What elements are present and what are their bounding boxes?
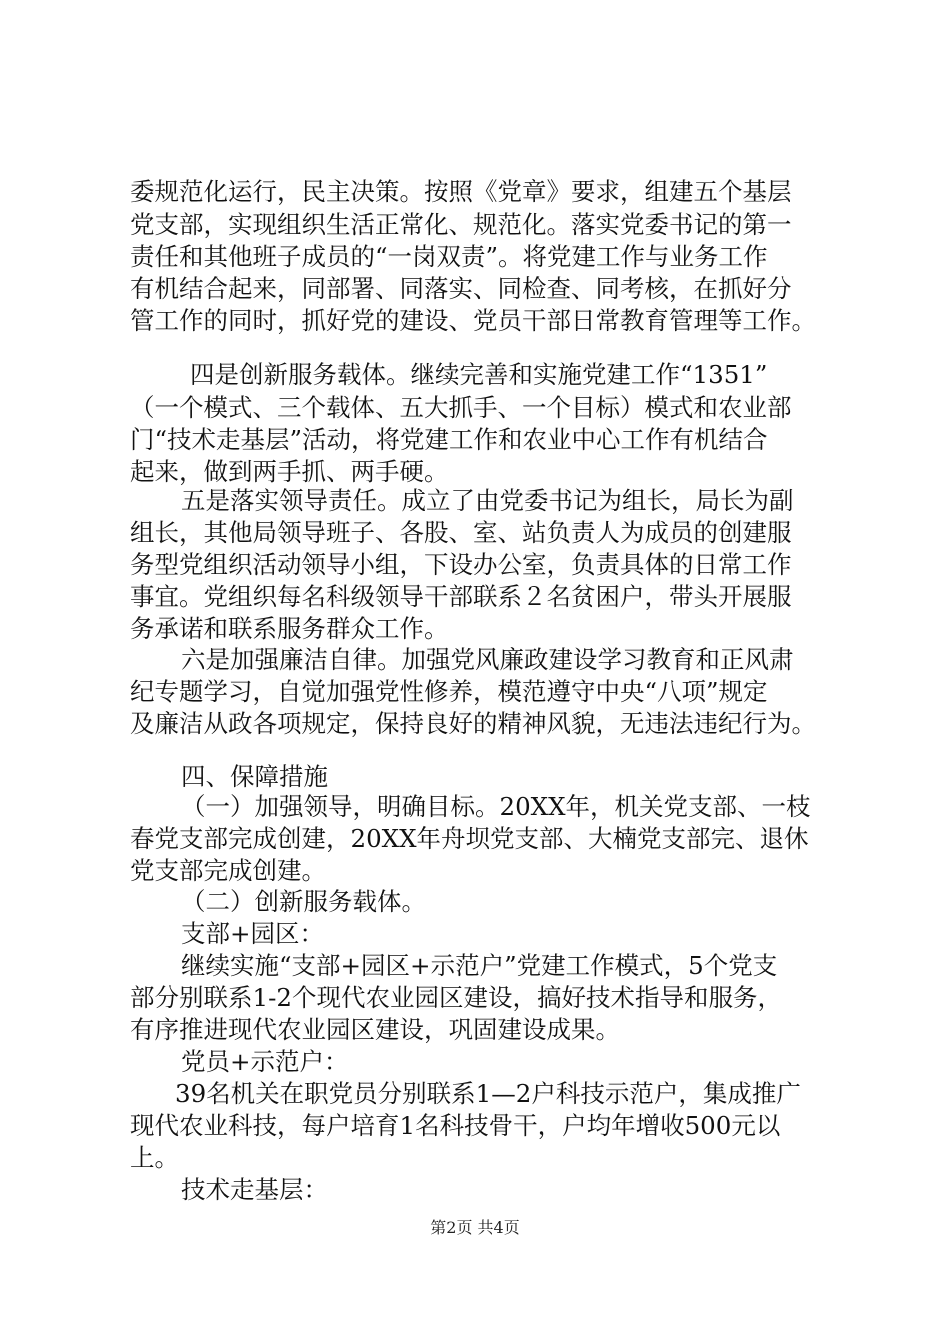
text-line bbox=[0, 304, 950, 338]
line-text: 责任和其他班子成员的“一岗双责”。将党建工作与业务工作 bbox=[130, 242, 768, 271]
text-line bbox=[0, 643, 950, 677]
text-line bbox=[0, 981, 950, 1015]
subheading bbox=[0, 885, 950, 919]
line-text: 春党支部完成创建，20XX年舟坝党支部、大楠党支部完、退休 bbox=[130, 824, 809, 853]
line-text: 四是创新服务载体。继续完善和实施党建工作“1351” bbox=[190, 360, 768, 389]
line-text: 六是加强廉洁自律。加强党风廉政建设学习教育和正风肃 bbox=[181, 645, 794, 674]
text-line bbox=[0, 240, 950, 274]
text-line bbox=[0, 612, 950, 646]
line-text: 组长，其他局领导班子、各股、室、站负责人为成员的创建服 bbox=[130, 518, 792, 547]
line-text: 党支部完成创建。 bbox=[130, 856, 326, 885]
text-line bbox=[0, 1141, 950, 1175]
line-text: 务承诺和联系服务群众工作。 bbox=[130, 614, 449, 643]
text-line bbox=[0, 707, 950, 741]
line-text: 五是落实领导责任。成立了由党委书记为组长，局长为副 bbox=[181, 486, 794, 515]
text-line bbox=[0, 580, 950, 614]
text-line bbox=[0, 949, 950, 983]
line-text: 有序推进现代农业园区建设，巩固建设成果。 bbox=[130, 1015, 620, 1044]
text-line bbox=[0, 1013, 950, 1047]
line-text: 纪专题学习，自觉加强党性修养，模范遵守中央“八项”规定 bbox=[130, 677, 768, 706]
subheading bbox=[0, 917, 950, 951]
subheading-text: 技术走基层： bbox=[181, 1175, 328, 1204]
page-footer: 第2页 共4页 bbox=[430, 1218, 520, 1237]
line-text: 39名机关在职党员分别联系1—2户科技示范户，集成推广 bbox=[175, 1079, 801, 1108]
line-text: 及廉洁从政各项规定，保持良好的精神风貌，无违法违纪行为。 bbox=[130, 709, 816, 738]
line-text: （一）加强领导，明确目标。20XX年，机关党支部、一枝 bbox=[181, 792, 811, 821]
line-text: 有机结合起来，同部署、同落实、同检查、同考核，在抓好分 bbox=[130, 274, 792, 303]
subheading-text: 支部+园区： bbox=[181, 919, 325, 948]
text-line bbox=[0, 484, 950, 518]
text-line bbox=[0, 790, 950, 824]
text-line bbox=[0, 1077, 950, 1111]
text-line bbox=[0, 1109, 950, 1143]
subheading-text: 党员+示范户： bbox=[181, 1047, 349, 1076]
subheading-text: （二）创新服务载体。 bbox=[181, 887, 426, 916]
text-line bbox=[0, 675, 950, 709]
line-text: 委规范化运行，民主决策。按照《党章》要求，组建五个基层 bbox=[130, 177, 792, 206]
heading-text: 四、保障措施 bbox=[181, 762, 328, 791]
text-line bbox=[0, 548, 950, 582]
line-text: 上。 bbox=[130, 1143, 179, 1172]
line-text: 起来，做到两手抓、两手硬。 bbox=[130, 457, 449, 486]
line-text: （一个模式、三个载体、五大抓手、一个目标）模式和农业部 bbox=[130, 393, 792, 422]
line-text: 党支部，实现组织生活正常化、规范化。落实党委书记的第一 bbox=[130, 210, 792, 239]
text-line bbox=[0, 854, 950, 888]
line-text: 管工作的同时，抓好党的建设、党员干部日常教育管理等工作。 bbox=[130, 306, 816, 335]
text-line bbox=[0, 358, 950, 392]
text-line bbox=[0, 175, 950, 209]
line-text: 事宜。党组织每名科级领导干部联系２名贫困户，带头开展服 bbox=[130, 582, 792, 611]
subheading bbox=[0, 1045, 950, 1079]
section-heading bbox=[0, 760, 950, 794]
line-text: 务型党组织活动领导小组，下设办公室，负责具体的日常工作 bbox=[130, 550, 792, 579]
line-text: 现代农业科技，每户培育1名科技骨干，户均年增收500元以 bbox=[130, 1111, 781, 1140]
line-text: 部分别联系1-2个现代农业园区建设，搞好技术指导和服务， bbox=[130, 983, 782, 1012]
text-line bbox=[0, 272, 950, 306]
line-text: 继续实施“支部+园区+示范户”党建工作模式，5个党支 bbox=[181, 951, 778, 980]
line-text: 门“技术走基层”活动，将党建工作和农业中心工作有机结合 bbox=[130, 425, 768, 454]
text-line bbox=[0, 822, 950, 856]
text-line bbox=[0, 391, 950, 425]
text-line bbox=[0, 423, 950, 457]
subheading bbox=[0, 1173, 950, 1207]
text-line bbox=[0, 208, 950, 242]
text-line bbox=[0, 516, 950, 550]
